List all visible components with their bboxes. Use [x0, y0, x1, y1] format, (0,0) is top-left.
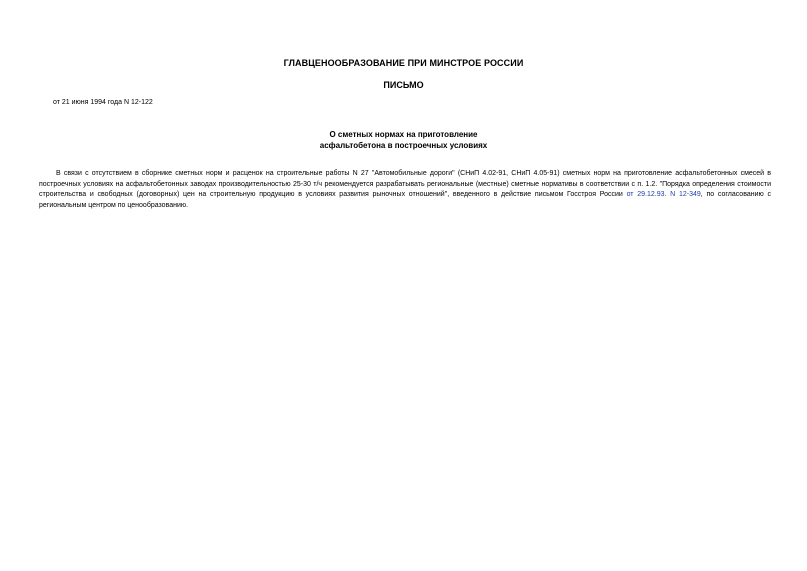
subject-line-2: асфальтобетона в построечных условиях	[319, 141, 488, 150]
referenced-letter-link[interactable]: от 29.12.93. N 12-349	[626, 191, 701, 198]
document-type: ПИСЬМО	[383, 80, 424, 90]
subject-line-1: О сметных нормах на приготовление	[329, 130, 478, 139]
body-text-after-link: , по согласованию с региональным центром по ценообразованию.	[39, 191, 771, 209]
document-subject	[0, 129, 807, 151]
document-date: от 21 июня 1994 года N 12-122	[53, 99, 153, 106]
body-text-before-link: В связи с отсутствием в сборнике сметных норм и расценок на строительные работы N 27 "Автомобильные дороги" (СНиП 4.02-91, СНиП 4.05-91) сметных норм на приготовление асфальтобетонных смесей в построечных условиях на асфальтобетонных заводах производительностью 25-30 т/ч рекомендуется разрабатывать региональные (местные) сметные нормативы в соответствии с п. 1.2. "Порядка определения стоимости строительства и свободных (договорных) цен на строительную продукцию в условиях развития рыночных отношений", введенного в действие письмом Госстроя России	[39, 170, 771, 198]
body-paragraph	[39, 169, 771, 211]
issuing-organization: ГЛАВЦЕНООБРАЗОВАНИЕ ПРИ МИНСТРОЕ РОССИИ	[283, 58, 524, 68]
